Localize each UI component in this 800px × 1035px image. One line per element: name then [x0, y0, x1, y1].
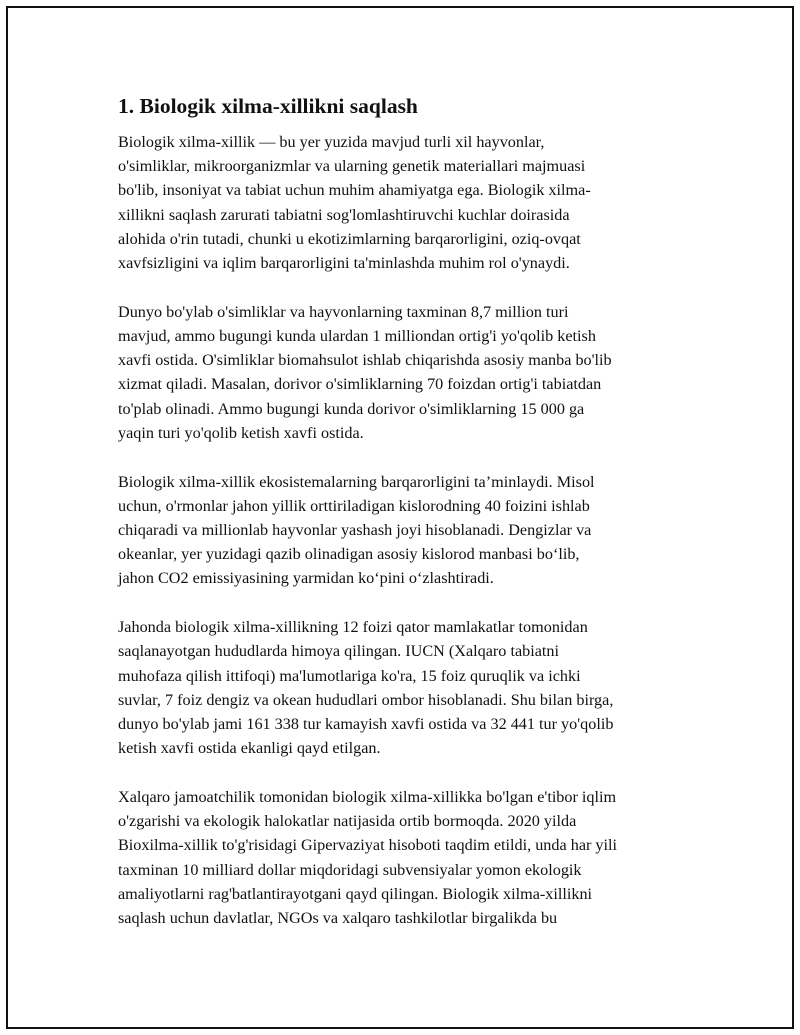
text-line: saqlash uchun davlatlar, NGOs va xalqaro tashkilotlar birgalikda bu: [118, 909, 558, 928]
text-line: Dunyo bo'ylab o'simliklar va hayvonlarning taxminan 8,7 million turi: [118, 302, 569, 321]
text-line: okeanlar, yer yuzidagi qazib olinadigan asosiy kislorod manbasi bo‘lib,: [118, 545, 580, 564]
text-line: Biologik xilma-xillik ekosistemalarning barqarorligini ta’minlaydi. Misol: [118, 472, 595, 491]
text-line: xizmat qiladi. Masalan, dorivor o'simliklarning 70 foizdan ortig'i tabiatdan: [118, 375, 602, 394]
text-line: o'zgarishi va ekologik halokatlar natijasida ortib bormoqda. 2020 yilda: [118, 812, 577, 831]
text-line: amaliyotlarni rag'batlantirayotgani qayd qilingan. Biologik xilma-xillikni: [118, 884, 593, 903]
text-line: Xalqaro jamoatchilik tomonidan biologik xilma-xillikka bo'lgan e'tibor iqlim: [118, 788, 617, 807]
text-line: alohida o'rin tutadi, chunki u ekotizimlarning barqarorligini, oziq-ovqat: [118, 229, 581, 248]
text-line: Jahonda biologik xilma-xillikning 12 foizi qator mamlakatlar tomonidan: [118, 618, 588, 637]
paragraph-3: [118, 470, 690, 591]
text-line: mavjud, ammo bugungi kunda ulardan 1 milliondan ortig'i yo'qolib ketish: [118, 327, 596, 346]
text-line: dunyo bo'ylab jami 161 338 tur kamayish xavfi ostida va 32 441 tur yo'qolib: [118, 715, 614, 734]
text-line: chiqaradi va millionlab hayvonlar yashash joyi hisoblanadi. Dengizlar va: [118, 521, 592, 540]
text-line: jahon CO2 emissiyasining yarmidan ko‘pini o‘zlashtiradi.: [118, 569, 494, 588]
text-line: saqlanayotgan hududlarda himoya qilingan. IUCN (Xalqaro tabiatni: [118, 642, 559, 661]
text-line: bo'lib, insoniyat va tabiat uchun muhim ahamiyatga ega. Biologik xilma-: [118, 181, 591, 200]
text-line: xillikni saqlash zarurati tabiatni sog'lomlashtiruvchi kuchlar doirasida: [118, 205, 570, 224]
text-line: suvlar, 7 foiz dengiz va okean hududlari ombor hisoblanadi. Shu bilan birga,: [118, 690, 614, 709]
text-line: ketish xavfi ostida ekanligi qayd etilgan.: [118, 739, 381, 758]
text-line: uchun, o'rmonlar jahon yillik orttiriladigan kislorodning 40 foizini ishlab: [118, 496, 590, 515]
section-heading: 1. Biologik xilma-xillikni saqlash: [118, 94, 418, 118]
text-line: yaqin turi yo'qolib ketish xavfi ostida.: [118, 423, 364, 442]
text-line: to'plab olinadi. Ammo bugungi kunda dorivor o'simliklarning 15 000 ga: [118, 399, 585, 418]
text-line: Biologik xilma-xillik — bu yer yuzida mavjud turli xil hayvonlar,: [118, 133, 545, 151]
text-line: Bioxilma-xillik to'g'risidagi Gipervaziyat hisoboti taqdim etildi, unda har yili: [118, 836, 618, 855]
text-line: xavfsizligini va iqlim barqarorligini ta'minlashda muhim rol o'ynaydi.: [118, 254, 570, 273]
text-line: taxminan 10 milliard dollar miqdoridagi subvensiyalar yomon ekologik: [118, 860, 582, 879]
paragraph-5: [118, 785, 690, 930]
paragraph-4: [118, 615, 690, 760]
text-line: muhofaza qilish ittifoqi) ma'lumotlariga ko'ra, 15 foiz quruqlik va ichki: [118, 666, 581, 685]
document-body: [118, 90, 690, 955]
paragraph-2: [118, 300, 690, 445]
text-line: xavfi ostida. O'simliklar biomahsulot ishlab chiqarishda asosiy manba bo'lib: [118, 351, 612, 370]
paragraph-1: [118, 130, 690, 275]
text-line: o'simliklar, mikroorganizmlar va ularning genetik materiallari majmuasi: [118, 157, 586, 176]
